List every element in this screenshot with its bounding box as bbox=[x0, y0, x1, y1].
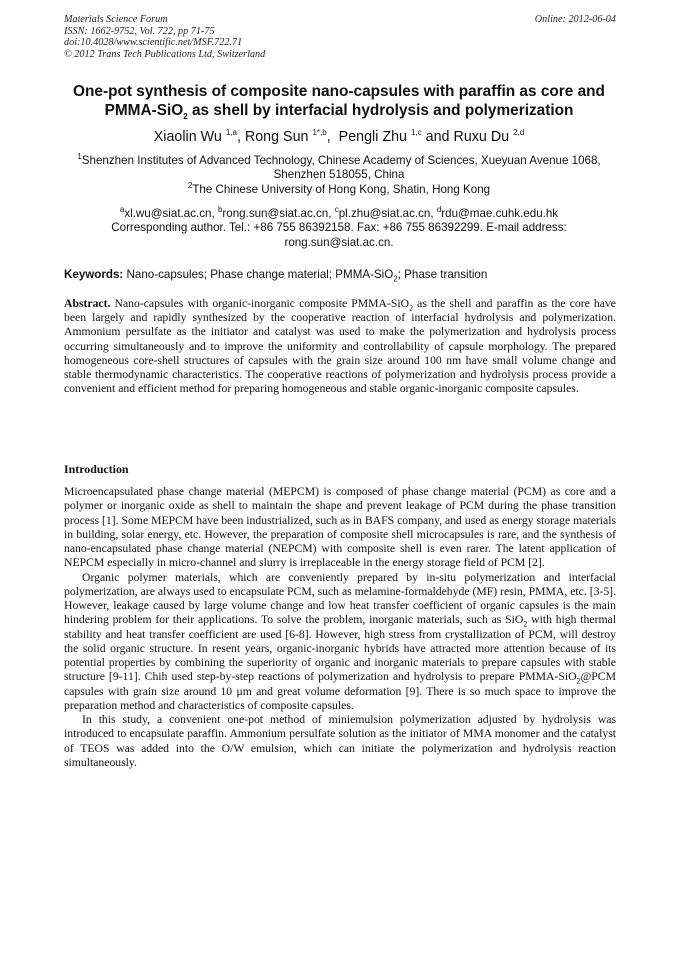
title-line-1: One-pot synthesis of composite nano-capsules with paraffin as core and bbox=[73, 83, 605, 100]
keywords: Keywords: Nano-capsules; Phase change material; PMMA-SiO$_2$; Phase transition bbox=[64, 268, 488, 284]
abstract: Abstract. Nano-capsules with organic-inorganic composite PMMA-SiO$_2$ as the shell and paraffin as the core have been largely and rapidly synthesized by the cooperative reaction of interfacial hydrolysis and polymerization. Ammonium persulfate as the initiator and catalyst was used to make the polymerization and hydrolysis process occurring simultaneously and to improve the uniformity and controllability of capsule morphology. The prepared homogeneous core-shell structures of capsules with the grain size around 100 nm have small volume change and stable thermodynamic characteristics. The cooperative reactions of polymerization and hydrolysis process provide a convenient and efficient method for preparing homogeneous and stable organic-inorganic composite capsules. bbox=[64, 297, 616, 396]
paragraph: Microencapsulated phase change material (MEPCM) is composed of phase change material (PCM) as core and a polymer or inorganic oxide as shell to maintain the shape and prevent leakage of PCM during the phase transition process [1]. Some MEPCM have been industrialized, such as in BAFS company, and used as energy storage materials in building, solar energy, etc. However, the preparation of composite shell microcapsules is rare, and the synthesis of nano-encapsulated phase change material (NEPCM) with composite shell is even rarer. The latent application of NEPCM especially in micro-channel and slurry is irreplaceable in the energy storage field of PCM [2]. bbox=[64, 485, 616, 570]
introduction-body bbox=[64, 485, 616, 770]
paragraph: In this study, a convenient one-pot method of miniemulsion polymerization adjusted by hydrolysis was introduced to encapsulate paraffin. Ammonium persulfate solution as the initiator of MMA monomer and the catalyst of TEOS was added into the O/W emulsion, which can initiate the polymerization and hydrolysis reaction simultaneously. bbox=[64, 713, 616, 769]
keywords-label: Keywords: bbox=[64, 268, 124, 281]
journal-name: Materials Science Forum bbox=[64, 14, 168, 25]
copyright-line: © 2012 Trans Tech Publications Ltd, Switzerland bbox=[64, 48, 266, 60]
section-heading: Introduction bbox=[64, 462, 129, 476]
paper-title bbox=[50, 82, 628, 120]
issn-line: ISSN: 1662-9752, Vol. 722, pp 71-75 bbox=[64, 25, 215, 37]
email-list: $^a$xl.wu@siat.ac.cn, $^b$rong.sun@siat.ac.cn, $^c$pl.zhu@siat.ac.cn, $^d$rdu@mae.cuhk.edu.hk bbox=[119, 205, 559, 220]
journal-header bbox=[64, 14, 616, 60]
abstract-label: Abstract. bbox=[64, 297, 111, 310]
affiliation-2: $^2$The Chinese University of Hong Kong, Shatin, Hong Kong bbox=[187, 180, 491, 196]
author-name: Ruxu Du bbox=[453, 129, 510, 145]
author-name: Rong Sun bbox=[244, 129, 309, 145]
corresponding-author: Corresponding author. Tel.: +86 755 86392158. Fax: +86 755 86392299. E-mail address: rong.sun@siat.ac.cn. bbox=[111, 221, 567, 249]
author-name: Xiaolin Wu bbox=[153, 129, 222, 145]
paragraph: Organic polymer materials, which are conveniently prepared by in-situ polymerization and interfacial polymerization, are always used to encapsulate PCM, such as melamine-formaldehyde (MF) resin, PMMA, etc. [3-5]. However, leakage caused by large volume change and low heat transfer coefficient of organic capsules is the main hindering problem for their applications. To solve the problem, inorganic materials, such as SiO$_2$ with high thermal stability and heat transfer coefficient are used [6-8]. However, high stress from crystallization of PCM, will destroy the solid organic structure. In resent years, organic-inorganic hybrids have attracted more attention because of its potential properties by combining the superiority of organic and inorganic materials to prepare capsules with stable structure [9-11]. Chih used step-by-step reactions of polymerization and hydrolysis to prepare PMMA-SiO$_2$@PCM capsules with grain size around 10 μm and great volume deformation [9]. There is so much space to improve the preparation method and characteristics of composite capsules. bbox=[64, 570, 616, 712]
affiliation-1: $^1$Shenzhen Institutes of Advanced Technology, Chinese Academy of Sciences, Xueyuan Avenue 1068, Shenzhen 518055, China bbox=[77, 152, 601, 182]
doi-line: doi:10.4028/www.scientific.net/MSF.722.71 bbox=[64, 37, 243, 49]
affiliations bbox=[60, 154, 618, 197]
title-line-2: PMMA-SiO$_2$ as shell by interfacial hydrolysis and polymerization bbox=[104, 102, 574, 122]
author-name: Pengli Zhu bbox=[338, 129, 408, 145]
contact-emails bbox=[60, 207, 618, 250]
online-date: Online: 2012-06-04 bbox=[534, 14, 616, 25]
author-list: Xiaolin Wu $^{1,a}$, Rong Sun $^{1*,b}$, Pengli Zhu $^{1,c}$ and Ruxu Du $^{2,d}$ bbox=[153, 128, 525, 145]
